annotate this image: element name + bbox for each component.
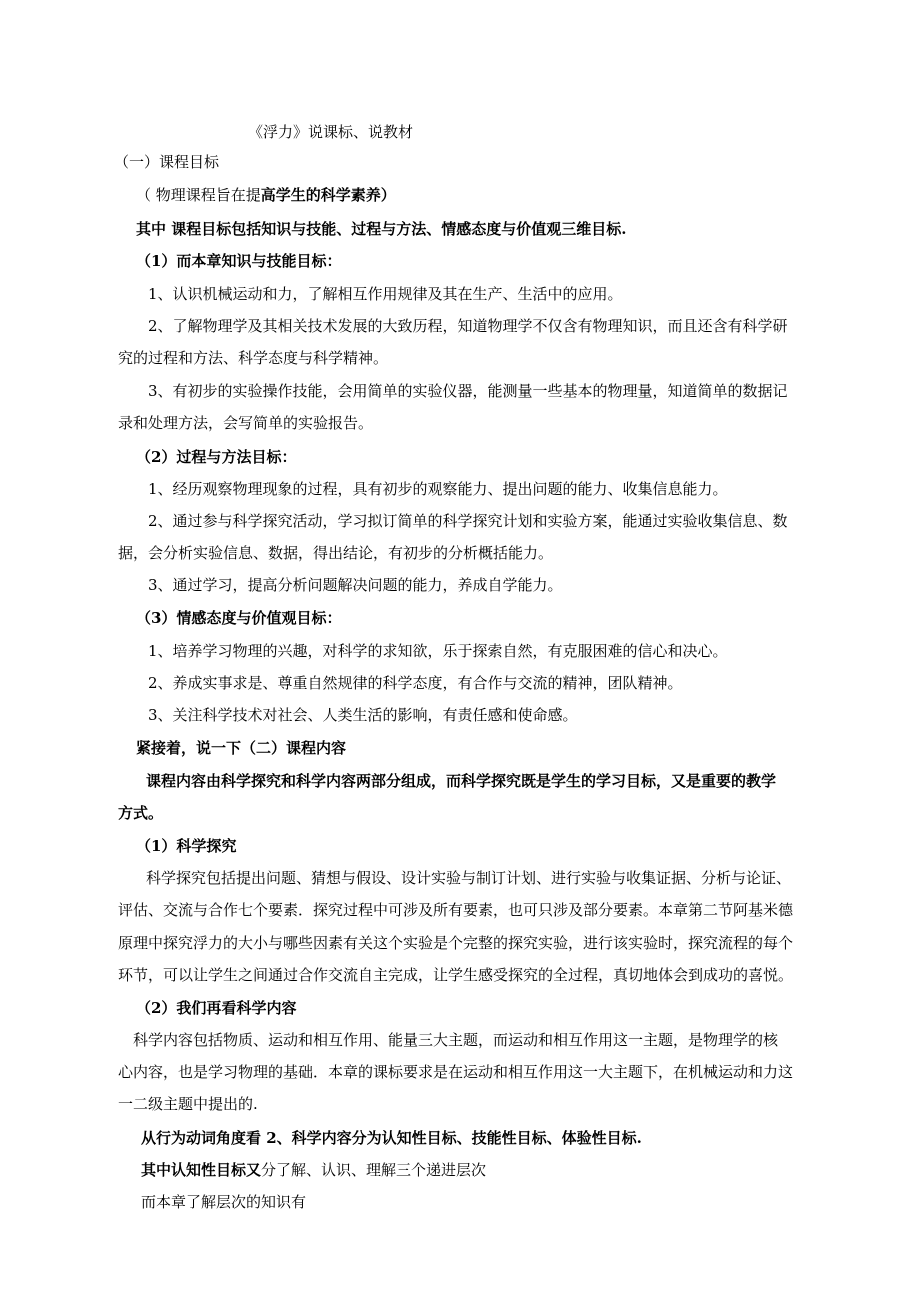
paragraph-line-continuation: 环节，可以让学生之间通过合作交流自主完成，让学生感受探究的全过程，真切地体会到成功的喜悦。: [118, 966, 794, 984]
paragraph-line: 科学内容包括物质、运动和相互作用、能量三大主题，而运动和相互作用这一主题，是物理学的核: [133, 1031, 779, 1049]
list-item-continuation: 究的过程和方法、科学态度与科学精神。: [118, 349, 389, 367]
subheading-attitudes-values: （3）情感态度与价值观目标：: [136, 609, 342, 627]
paragraph-line-continuation: 心内容，也是学习物理的基础．本章的课标要求是在运动和相互作用这一大主题下，在机械运动和力这: [118, 1063, 794, 1081]
list-item-continuation: 录和处理方法，会写简单的实验报告。: [118, 414, 374, 432]
paragraph-line-continuation: 一二级主题中提出的.: [118, 1095, 258, 1113]
text-run-bold: 高学生的科学素养）: [260, 186, 396, 204]
list-item: 3、有初步的实验操作技能，会用简单的实验仪器，能测量一些基本的物理量，知道简单的数据记: [148, 382, 788, 400]
text-run: （ 物理课程旨在提: [136, 186, 261, 204]
list-item-continuation: 据，会分析实验信息、数据，得出结论，有初步的分析概括能力。: [118, 544, 554, 562]
paragraph-line: [141, 1160, 486, 1180]
list-item: 3、通过学习，提高分析问题解决问题的能力，养成自学能力。: [148, 576, 563, 594]
paragraph-line: 课程内容由科学探究和科学内容两部分组成，而科学探究既是学生的学习目标，又是重要的教学: [146, 772, 777, 790]
paragraph-line-continuation: 评估、交流与合作七个要素．探究过程中可涉及所有要素，也可只涉及部分要素。本章第二节阿基米德: [118, 901, 794, 919]
document-title: 《浮力》说课标、说教材: [248, 123, 414, 141]
list-item: 1、经历观察物理现象的过程，具有初步的观察能力、提出问题的能力、收集信息能力。: [148, 480, 728, 498]
paragraph-line: 而本章了解层次的知识有: [141, 1193, 307, 1211]
list-item: 2、养成实事求是、尊重自然规律的科学态度，有合作与交流的精神，团队精神。: [148, 674, 683, 692]
paragraph-line: 其中 课程目标包括知识与技能、过程与方法、情感态度与价值观三维目标.: [136, 220, 627, 238]
text-run: 分了解、认识、理解三个递进层次: [261, 1161, 487, 1179]
section-heading-course-content: 紧接着，说一下（二）课程内容: [136, 739, 347, 757]
list-item: 1、培养学习物理的兴趣，对科学的求知欲，乐于探索自然，有克服困难的信心和决心。: [148, 642, 728, 660]
text-run-bold: 其中认知性目标又: [141, 1161, 262, 1179]
paragraph-line: 科学探究包括提出问题、猜想与假设、设计实验与制订计划、进行实验与收集证据、分析与论证、: [146, 869, 792, 887]
paragraph-line-continuation: 方式。: [118, 804, 164, 822]
list-item: 1、认识机械运动和力，了解相互作用规律及其在生产、生活中的应用。: [148, 285, 623, 303]
list-item: 3、关注科学技术对社会、人类生活的影响，有责任感和使命感。: [148, 706, 578, 724]
subheading-process-methods: （2）过程与方法目标：: [136, 448, 297, 466]
section-heading-course-goals: （一）课程目标: [114, 153, 220, 171]
paragraph-line: 从行为动词角度看 2、科学内容分为认知性目标、技能性目标、体验性目标.: [141, 1129, 642, 1147]
list-item: 2、通过参与科学探究活动，学习拟订简单的科学探究计划和实验方案，能通过实验收集信息、数: [148, 512, 788, 530]
subheading-scientific-content: （2）我们再看科学内容: [136, 999, 297, 1017]
list-item: 2、了解物理学及其相关技术发展的大致历程，知道物理学不仅含有物理知识，而且还含有科学研: [148, 317, 788, 335]
subheading-scientific-inquiry: （1）科学探究: [136, 837, 237, 855]
subheading-knowledge-skills: （1）而本章知识与技能目标：: [136, 252, 342, 270]
paragraph-line: [136, 185, 396, 205]
paragraph-line-continuation: 原理中探究浮力的大小与哪些因素有关这个实验是个完整的探究实验，进行该实验时，探究流程的每个: [118, 934, 794, 952]
